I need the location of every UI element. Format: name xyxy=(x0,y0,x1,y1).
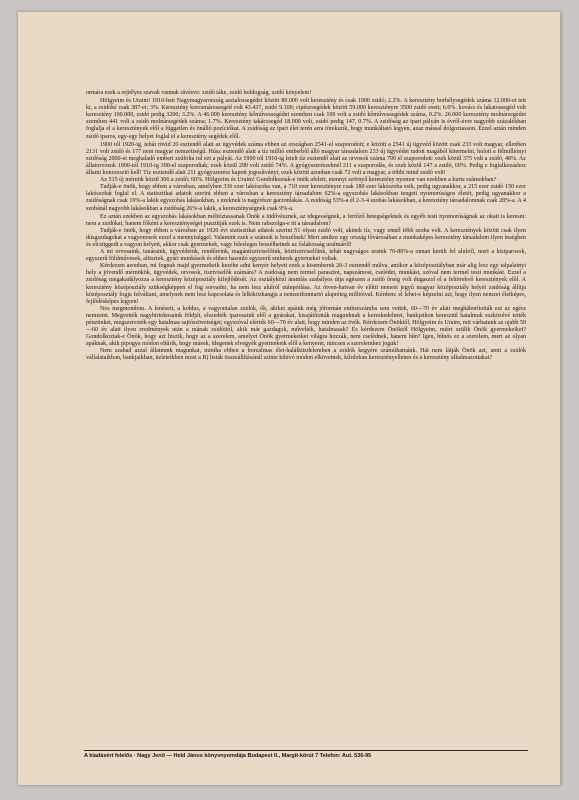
paragraph: Nem szabad azzal állatnunk magunkat, mintha ebben a borzalmas élet-halálküzdelemben a zsidók kegyére számíthatnánk. Hát nem látják Önök azt, amit a zsidók vállalataikban, bankjaikban, üzleteikben most a B) listák összeállításánál szinte kihívó módon elkövetnek, kíírdoban keresztényellenes és a keresztény alkalmazottakat? xyxy=(86,348,526,362)
footer-rule xyxy=(84,750,528,751)
paragraph: Nos megmondom. A lenézett, a koldus, a vagyontalan zsidók, ők, akiket apáink még jóformán emberszámba sem vettek, 60—70 év alatt megháborították ezt az egész nemzetet. Megvették nagybirtokosaink földjét, elszedték iparosaink elől a gyárakat, kisajátították magunknak a kereskedelmet, bankjaikon keresztül hatalmuk eszközévé tették pénzünket, megszerezték egy hatalmas sajtószövetséget; egyszóval elérték 60—70 év alatt, hogy minden az övék. Kérdezem Önöktől, Hölgyeim és Uraim, mit várhatunk az ujabb 50—60 év alatt ilyen eredmények után a mának zsidóitól, akik már gazdagok, művelték, hatalmasak? És kérdezem Önöktől Hölgyeim, miért szülik Önök gyermekeiket? Gondolkoztak-e Önök, hogy azt hiszik, hogy az a szerelem, amelyet Önök gyermekeiket világra hozzák, nem cselédnek, hanem bűn? Igen, bűnös ez a szerelem, mert az olyan apáknak, akik pipogya módon eltűrik, hogy mások, idegenek elvegyék gyermekeik elől a kenyeret, nincsen a szerelemhez joguk! xyxy=(86,305,526,348)
paragraph: Az 515 új mérnök közül 306 a zsidó; 60%. Hölgyeim és Uraim! Gondolkoztak-e önök afelett, mennyi szörnyű keresztény nyomor van ezekben a kurta számokban? xyxy=(100,177,497,184)
paragraph: ormára ezek a rejtélyes szavak vannak rávésve: zsidó táke, zsidó boldogság, zsidó kényelem! xyxy=(86,90,312,96)
paragraph: Ez aztán ezekben az egyszobás lakásokban méltóztassanak Önök a tüdővésznek, az idegességnek, a fertőző betegségeknek és egyéb testi nyomorúságnak az okait is keresni: nem a zsidókat, hanem főként a kereszténységet pusztítják ezek is. Nem rabszolga-e itt a társadalom? xyxy=(86,213,526,227)
document-page xyxy=(18,12,561,785)
paragraph: Tudják-e önök, hogy ebben a városban, amelyben 336 ezer lakószoba van, a 710 ezer keresztényre csak 180 ezer lakószoba esik, pedig ugyanakkor, a 215 ezer zsidó 150 ezer lakószobát foglal el. A statisztikai adatok szerint ebben a városban a keresztény társadalom 62%-a egyszobás lakásokban tengeti nyomorúságos életét, pedig ugyanakkor a zsidóságnak csak 19%-a lakik egyszobás lakásokban, s ezeknek is nagyrésze garzonlakás. A zsidóság 53%-a él 2-3-4 szobás lakásokban, a keresztény társadalomnak csak 28%-a. A 4 szobánál nagyobb lakásokban a zsidóság 26%-a lakik, a kereszténységnek csak 9%-a. xyxy=(86,184,526,212)
paragraph: 1900 tól 1920-ig, tehát rövid 20 esztendő alatt az ügyvédek száma ebben az országban 2541-el szaporodott; e között a 2541 új ügyvéd között csak 233 volt magyar, ellenben 2131 volt zsidó és 177 nem magyar nemzetiségű. Húsz esztendő alatt a tíz millió emberből álló magyar társadalom 233 új ügyvédet tudott magából kitermelni, holott a félmilliónyi zsidóság 2000-et meghaladó embert zsúfolta tul ezt a pályát. Az 1900 tól 1910-ig letelt tíz esztendő alatt az orvosok száma 790 el szaporodott: ezek közül 375 volt a zsidó, 48%. Az állatorvosok 1900-tól 1910-ig 390-el szaporodtak; ezek közül 290 volt zsidó 74%. A gyógyszerészeknél 211 a szaporodás, és ezek közül 147 a zsidó, 69%. Pedig e foglalkozáshoz állami koncesszió kell! Tíz esztendő alatt 211 gyógyszerész kapott jogosítványt, ezek között azonban csak 72 volt a magyar, a többi mind zsidó volt! xyxy=(86,141,526,177)
paragraph: Tudják-e önök, hogy ebben a városban az 1920 évi statisztikai adatok szerint 51 olyan zsidó volt, akinek tíz, vagy ennél több szoba volt. A keresztények között csak ilyen dúsgazdagokat a vagyonosok ezzel a mennyiséggel. Valamint ezek a számok is beszélnek! Mert amikor egy ország fővárosában a munkaképes keresztény társadalom ilyen ínségben és elcsüggedt a vagyon helyett, akkor csak gyermekek, vagy felesleges beszélhetnek az őslakosság uralmáról! xyxy=(86,227,526,248)
body-text xyxy=(86,90,526,363)
paragraph: A mi orvosaink, tanáraink, ügyvédeink, rendőreink, magántisztviselőink, köztisztviselőink, tehát nagyságos uraink 70-80%-a onnan került fel alulról, mert a kisiparosok, egyszerű földművesek, altisztek, gyári munkások és ehhez hasonló egyszerű emberek gyermekei voltak. xyxy=(86,249,526,263)
paragraph: Kérdezem azonban, mi fognak majd gyermekeik kezébe adni kenyér helyett ezek a kisemberek 20-3 esztendő múlva, amikor a középosztályban már alig lesz egy talpalatnyi hely a jövendő mérnökök, ügyvédek, orvosok, tisztviselők számára? A zsidóság nem termel parasztot, napszámost, cselédet, munkást, szóval nem termel testi munkást. Ezzel a zsidóság megakadályozza a keresztény középosztály kifejlődését. Az osztályközi áramlás szabályos útja egészen a zsidó őrség volt dugaszol el a feltörekvő keresztények elől. A keresztény középosztály szükségképpen el fog sorvadni, ha nem lesz alulról utánpótlása. Az ötven-hatvan év előtti nemesi jegyű magyar középosztály helyét zsidóság állítja középosztály fogja felváltani, amelynek nem lesz kapcsolata és lelkiközhangja a nemzetfenntartó alapréteg millióival. Kérdem: el lehet-e képzelni azt, hogy ilyen nemzet életképes, fejlődésképes legyen! xyxy=(86,263,526,305)
printer-imprint: A kiadásért felelős · Nagy Jenő — Held János könyvnyomdája Budapest II., Margit-körút 7 Telefon: Aut. 536-95 xyxy=(84,753,372,759)
paragraph: Hölgyeim és Uraim! 1910-ben Nagymagyarország asztalossegédei között 80.000 volt keresztény és csak 1900 zsidó; 2.2%. A keresztény borbélysegédek száma 12.000-et tett ki, a zsidóké csak 387-et; 3%. Keresztény korcsmárossegéd volt 43.437, zsidó 9.100; cipészsegédek között 59.000 keresztényre 3500 zsidó esett; 6.0%. kovács és lakatossegéd volt keresztény 100.000, zsidó pedig 3200; 3.2%. A 46.000 keresztény kőművessegédet szemben csak 100 volt a zsidó kőművessegédek száma, 0.2%. 26.000 keresztény molnársegédet szemben 441 volt a zsidó molnársegédek száma; 1.7%. Keresztény takácssegéd 18.000 volt, zsidó pedig 147, 0.7%. A zsidóság az ipari pályán is évről-évre nagyobb százalékban foglalja el a keresztények elől a független és önálló pozíciókat. A zsidóság az ipari élet terén arra törekszik, hogy munkáltató legyen, azaz mással dolgoztasson. Ezzel aztán minden zsidó iparos, egy-egy helyet foglal el a keresztény segédek elől. xyxy=(86,98,526,140)
